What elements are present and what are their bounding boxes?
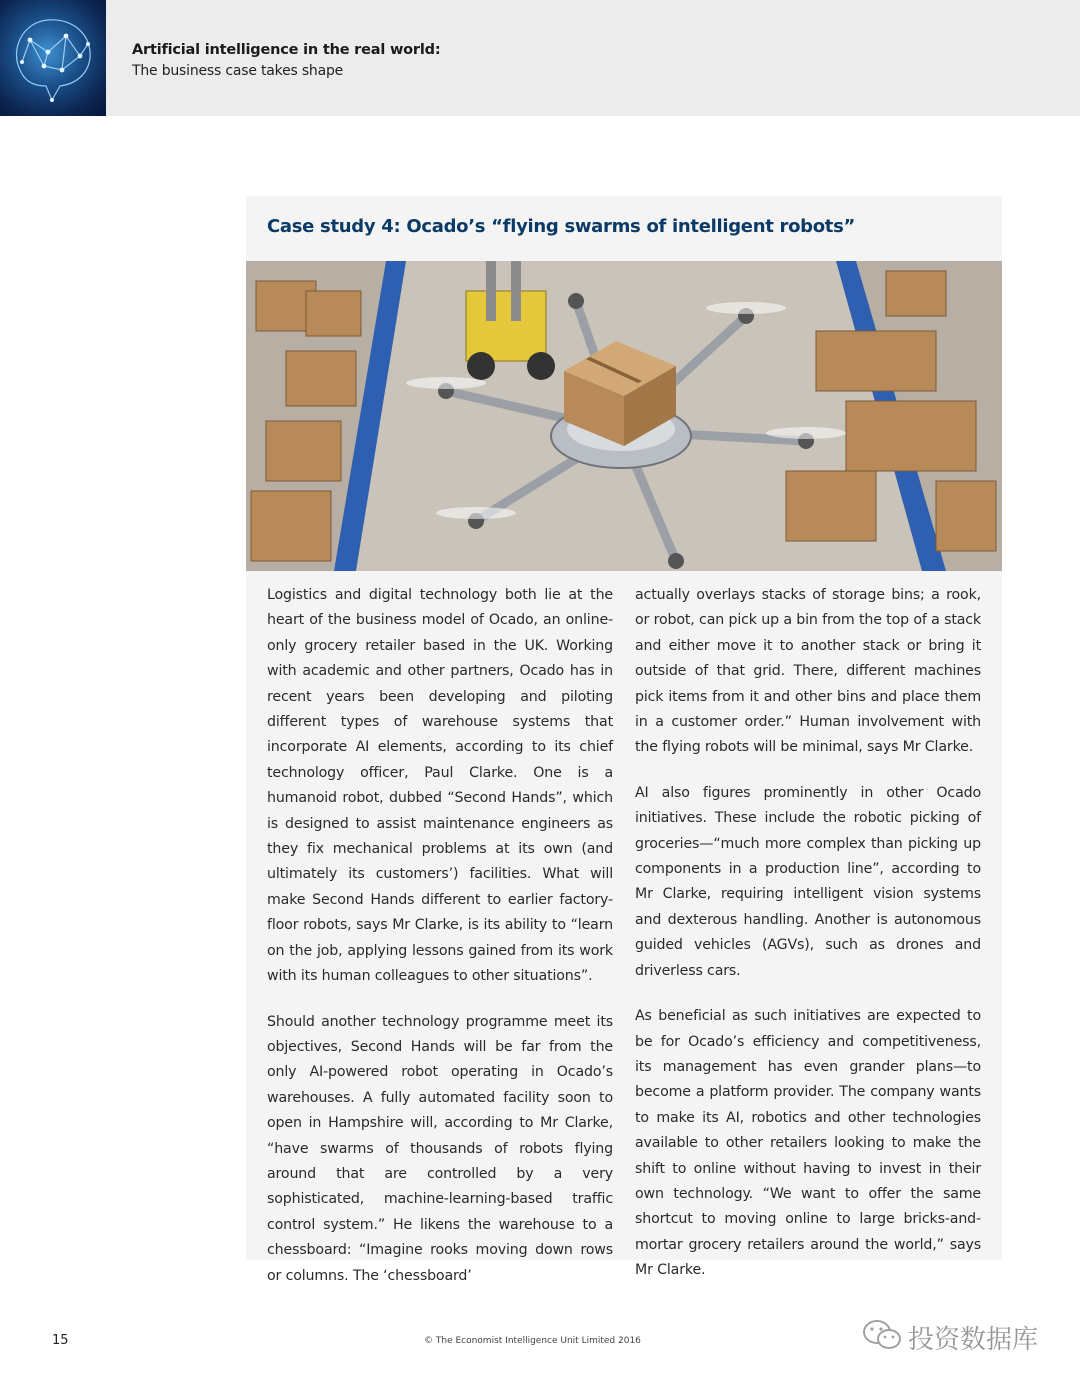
paragraph: actually overlays stacks of storage bins; a rook, or robot, can pick up a bin from the top of a stack and either move it to another stack or bring it outside of that grid. There, different machines pick items from it and other bins and place them in a customer order.” Human involvement with the flying robots will be minimal, says Mr Clarke. [635,587,981,756]
case-study-panel [246,196,1002,1284]
wechat-icon [862,1318,902,1356]
page-number: 15 [52,1333,69,1348]
article-column-left [267,583,613,1309]
report-header [0,0,1080,116]
brain-network-icon [0,0,106,116]
paragraph: Logistics and digital technology both lie at the heart of the business model of Ocado, an online-only grocery retailer based in the UK. Working with academic and other partners, Ocado has in recent years been developing and piloting different types of warehouse systems that incorporate AI elements, according to its chief technology officer, Paul Clarke. One is a humanoid robot, dubbed “Second Hands”, which is designed to assist maintenance engineers as they fix mechanical problems at its own (and ultimately its customers’) facilities. What will make Second Hands different to earlier factory-floor robots, says Mr Clarke, is its ability to “learn on the job, applying lessons gained from its work with its human colleagues to other situations”. [267,587,613,985]
watermark-text: 投资数据库 [908,1324,1039,1355]
paragraph: Should another technology programme meet its objectives, Second Hands will be far from the only AI-powered robot operating in Ocado’s warehouses. A fully automated facility soon to open in Hampshire will, according to Mr Clarke, “have swarms of thousands of robots flying around that are controlled by a very sophisticated, machine-learning-based traffic control system.” He likens the warehouse to a chessboard: “Imagine rooks moving down rows or columns. The ‘chessboard’ [267,1013,613,1284]
paragraph: AI also figures prominently in other Ocado initiatives. These include the robotic picking of groceries—“much more complex than picking up components in a production line”, according to Mr Clarke, requiring intelligent vision systems and dexterous handling. Another is autonomous guided vehicles (AGVs), such as drones and driverless cars. [635,784,981,979]
watermark [862,1318,1038,1356]
article-column-right [635,583,981,1304]
paragraph: As beneficial as such initiatives are expected to be for Ocado’s efficiency and competitiveness, its management has even grander plans—to become a platform provider. The company wants to make its AI, robotics and other technologies available to other retailers looking to make the shift to online without having to invest in their own technology. “We want to offer the same shortcut to moving online to large bricks-and-mortar grocery retailers around the world,” says Mr Clarke. [635,1008,981,1279]
case-study-title: Case study 4: Ocado’s “flying swarms of intelligent robots” [267,216,856,237]
report-title: Artificial intelligence in the real world: [132,42,441,58]
copyright-notice: © The Economist Intelligence Unit Limited 2016 [424,1336,641,1346]
report-subtitle: The business case takes shape [132,63,344,79]
drone-warehouse-image [246,261,1002,571]
